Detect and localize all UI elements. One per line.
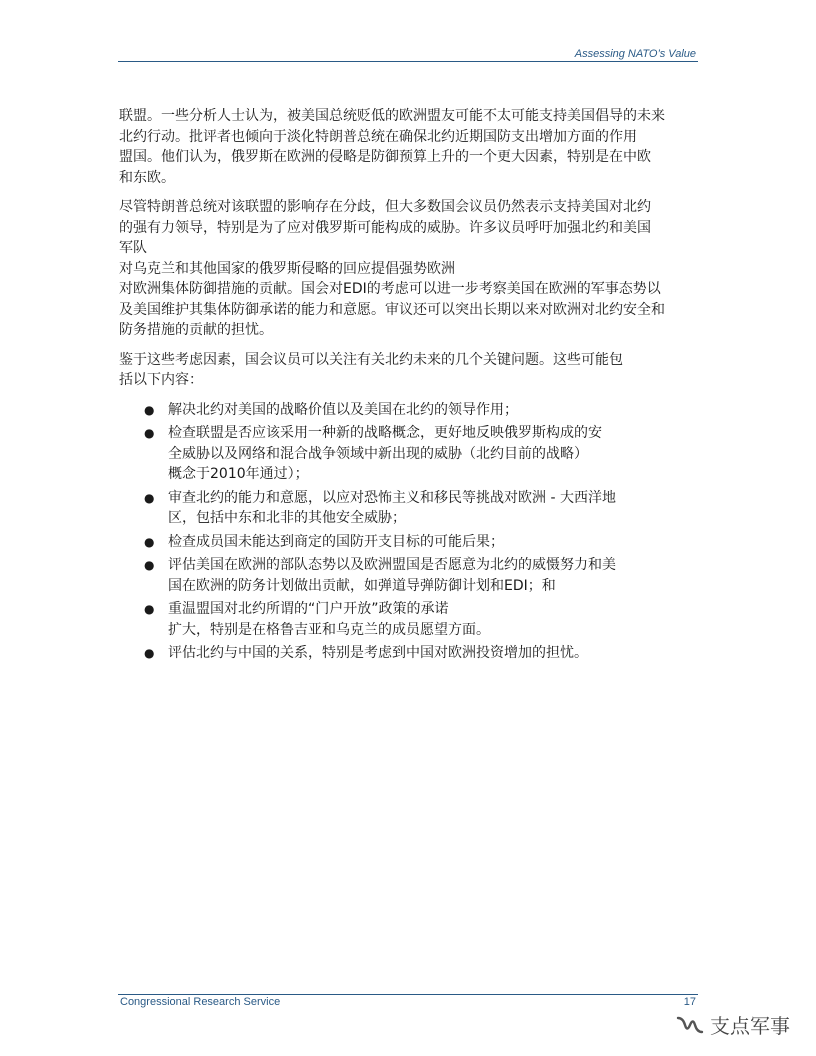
list-item — [119, 423, 697, 485]
paragraph: 鉴于这些考虑因素，国会议员可以关注有关北约未来的几个关键问题。这些可能包 括以下内容： — [119, 351, 623, 388]
list-item-text: 检查联盟是否应该采用一种新的战略概念，更好地反映俄罗斯构成的安 全威胁以及网络和混合战争领域中新出现的威胁（北约目前的战略） 概念于2010年通过）； — [168, 425, 602, 482]
watermark-text: 支点军事 — [710, 1014, 790, 1038]
bullet-list — [119, 400, 697, 664]
footer-source: Congressional Research Service — [120, 996, 281, 1008]
list-item-text: 评估美国在欧洲的部队态势以及欧洲盟国是否愿意为北约的威慑努力和美 国在欧洲的防务计划做出贡献，如弹道导弹防御计划和EDI；和 — [168, 557, 616, 594]
watermark — [676, 1010, 790, 1039]
list-item-text: 解决北约对美国的战略价值以及美国在北约的领导作用； — [168, 401, 518, 418]
paragraph: 尽管特朗普总统对该联盟的影响存在分歧，但大多数国会议员仍然表示支持美国对北约 的强有力领导，特别是为了应对俄罗斯可能构成的威胁。许多议员呼吁加强北约和美国 军队 对乌克兰和其他国家的俄罗斯侵略的回应提倡强势欧洲 对欧洲集体防御措施的贡献。国会对EDI的考虑可以进一步考察美国在欧洲的军事态势以 及美国维护其集体防御承诺的能力和意愿。审议还可以突出长期以来对欧洲对北约安全和 防务措施的贡献的担忧。 — [119, 199, 665, 338]
list-item — [119, 643, 697, 664]
list-item-text: 重温盟国对北约所谓的“门户开放”政策的承诺 扩大，特别是在格鲁吉亚和乌克兰的成员愿望方面。 — [168, 601, 490, 638]
list-item — [119, 400, 697, 421]
list-item-text: 审查北约的能力和意愿，以应对恐怖主义和移民等挑战对欧洲 - 大西洋地 区，包括中东和北非的其他安全威胁； — [168, 489, 616, 526]
bullet-icon: ● — [144, 646, 155, 660]
wechat-channel-icon — [676, 1014, 704, 1036]
paragraph: 联盟。一些分析人士认为，被美国总统贬低的欧洲盟友可能不太可能支持美国倡导的未来 北约行动。批评者也倾向于淡化特朗普总统在确保北约近期国防支出增加方面的作用 盟国。他们认为，俄罗斯在欧洲的侵略是防御预算上升的一个更大因素，特别是在中欧 和东欧。 — [119, 108, 665, 186]
bullet-icon: ● — [144, 402, 155, 417]
list-item-text: 检查成员国未能达到商定的国防开支目标的可能后果； — [168, 533, 504, 550]
document-body — [119, 106, 697, 667]
list-item — [119, 555, 697, 596]
list-item — [119, 599, 697, 640]
page-number: 17 — [683, 996, 696, 1008]
footer-rule — [118, 994, 698, 995]
bullet-icon: ● — [144, 602, 155, 616]
list-item — [119, 488, 697, 529]
running-header: Assessing NATO’s Value — [574, 48, 696, 60]
bullet-icon: ● — [144, 490, 155, 505]
header-rule — [118, 61, 698, 62]
bullet-icon: ● — [144, 426, 155, 440]
list-item — [119, 532, 697, 553]
bullet-icon: ● — [144, 534, 155, 549]
list-item-text: 评估北约与中国的关系，特别是考虑到中国对欧洲投资增加的担忧。 — [168, 645, 588, 661]
bullet-icon: ● — [144, 558, 155, 572]
